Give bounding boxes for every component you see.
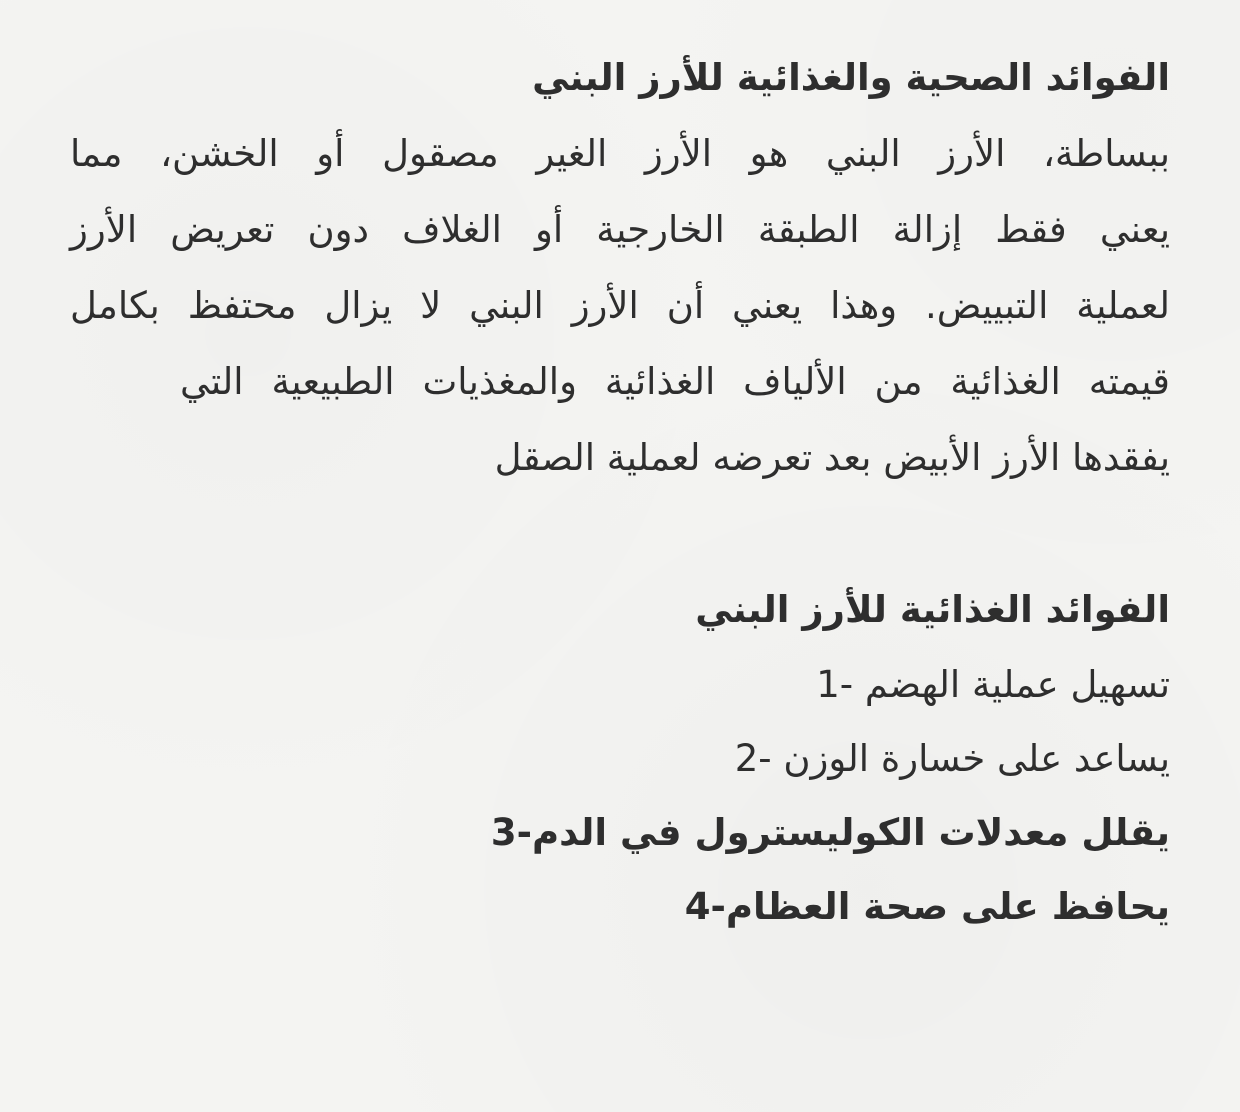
benefit-item: يقلل معدلات الكوليسترول في الدم-3: [490, 811, 1170, 854]
paragraph-line: ببساطة، الأرز البني هو الأرز الغير مصقول أو الخشن، مما: [70, 132, 1170, 175]
benefits-list: [70, 648, 1170, 944]
paragraph-line: لعملية التبييض. وهذا يعني أن الأرز البني لا يزال محتفظ بكامل: [70, 284, 1170, 327]
benefit-item: يساعد على خسارة الوزن -2: [734, 737, 1170, 780]
paragraph-line: يعني فقط إزالة الطبقة الخارجية أو الغلاف دون تعريض الأرز: [70, 208, 1170, 251]
intro-paragraph: [70, 116, 1170, 496]
benefit-item: يحافظ على صحة العظام-4: [684, 885, 1170, 928]
paragraph-line: يفقدها الأرز الأبيض بعد تعرضه لعملية الصقل: [494, 436, 1170, 479]
benefits-heading: الفوائد الغذائية للأرز البني: [695, 588, 1170, 631]
section-spacer: [70, 496, 1170, 572]
paragraph-line: قيمته الغذائية من الألياف الغذائية والمغذيات الطبيعية التي: [180, 360, 1170, 403]
document-page: [70, 40, 1170, 944]
document-title: الفوائد الصحية والغذائية للأرز البني: [532, 56, 1170, 99]
benefit-item: تسهيل عملية الهضم -1: [816, 663, 1170, 706]
